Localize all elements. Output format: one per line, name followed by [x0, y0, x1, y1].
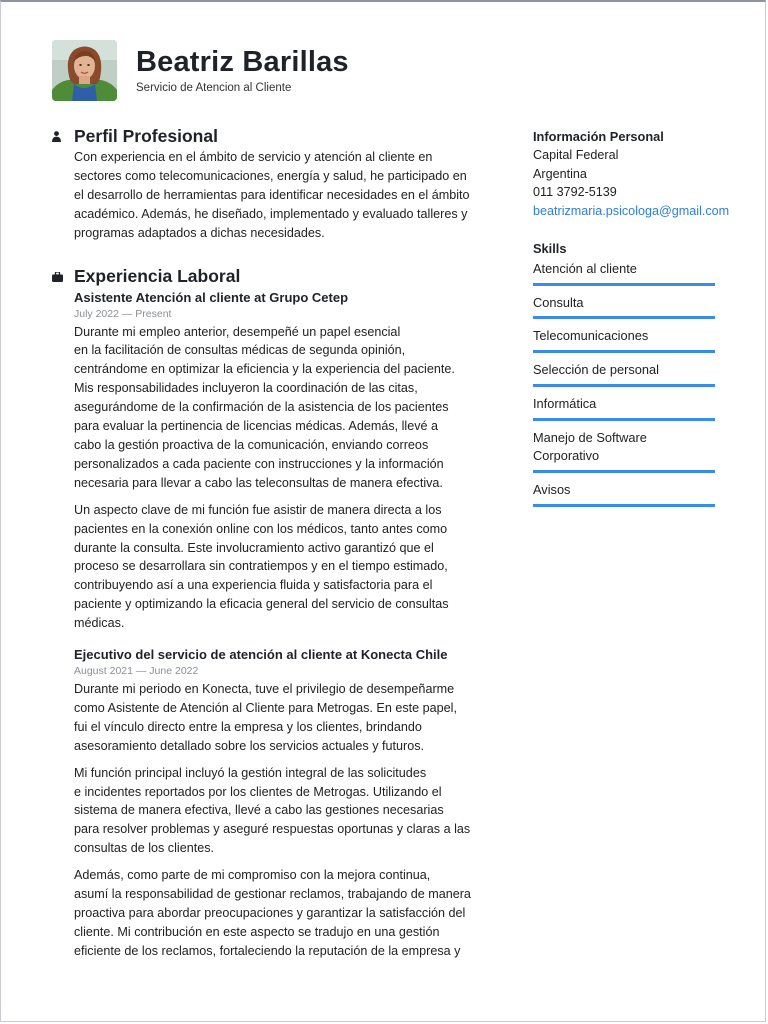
job-line: personalizados a cada paciente con instrucciones y la información: [74, 456, 444, 471]
briefcase-icon: [52, 272, 74, 282]
job-line: sistema de manera efectiva, llevé a cabo las gestiones necesarias: [74, 803, 444, 818]
job-line: asegurándome de la confirmación de la asistencia de los pacientes: [74, 400, 449, 415]
job-line: Un aspecto clave de mi función fue asistir de manera directa a los: [74, 502, 442, 517]
email-link[interactable]: beatrizmaria.psicologa@gmail.com: [533, 203, 730, 218]
personal-country: Argentina: [533, 166, 587, 181]
job-line: fui el vínculo directo entre la empresa y los clientes, brindando: [74, 719, 422, 734]
profile-section-title: Perfil Profesional: [74, 125, 218, 146]
job-line: para evaluar la pertinencia de licencias médicas. Además, llevé a: [74, 419, 439, 434]
job-line: asumí la responsabilidad de gestionar reclamos, trabajando de manera: [74, 887, 471, 902]
skill-item: Telecomunicaciones: [533, 325, 715, 353]
personal-city: Capital Federal: [533, 148, 619, 162]
job-dates: August 2021 — June 2022: [74, 665, 199, 678]
skill-item: Consulta: [533, 292, 715, 320]
job-line: médicas.: [74, 616, 125, 631]
resume-header: [52, 39, 349, 101]
job-line: durante la consulta. Este involucramiento activo garantizó que el: [74, 540, 434, 555]
job-line: necesaria para llevar a cabo las teleconsultas de manera efectiva.: [74, 475, 443, 490]
job-line: como Asistente de Atención al Cliente para Metrogas. En este papel,: [74, 700, 457, 715]
job-line: contribuyendo así a una experiencia fluida y satisfactoria para el: [74, 578, 433, 593]
job-line: asesoramiento detallado sobre los servicios actuales y futuros.: [74, 738, 425, 753]
skill-item: Informática: [533, 393, 715, 421]
job-entry: [74, 289, 502, 634]
profile-line: Con experiencia en el ámbito de servicio y atención al cliente en: [74, 150, 433, 164]
experience-section-title: Experiencia Laboral: [74, 266, 241, 287]
job-line: para resolver problemas y aseguré respuestas oportunas y claras a las: [74, 822, 471, 837]
profile-line: el desarrollo de herramientas para identificar necesidades en el ámbito: [74, 187, 470, 202]
job-paragraph: [74, 866, 502, 961]
skill-item: Selección de personal: [533, 359, 715, 387]
job-line: pacientes en la conexión online con los médicos, tanto antes como: [74, 521, 448, 536]
skills-title: Skills: [533, 241, 567, 256]
candidate-name: Beatriz Barillas: [136, 45, 349, 78]
skill-item: Atención al cliente: [533, 258, 715, 286]
profile-photo: [52, 40, 117, 101]
job-line: eficiente de los reclamos, fortaleciendo la reputación de la empresa y: [74, 943, 461, 958]
job-paragraph: [74, 680, 502, 756]
profile-line: sectores como telecomunicaciones, energía y salud, he participado en: [74, 168, 467, 183]
job-title: Asistente Atención al cliente at Grupo Cetep: [74, 289, 349, 305]
job-line: Mis responsabilidades incluyeron la coordinación de las citas,: [74, 381, 418, 396]
job-line: Además, como parte de mi compromiso con la mejora continua,: [74, 868, 431, 883]
job-paragraph: [74, 764, 502, 859]
job-line: proceso se desarrollara sin contratiempos y en el tiempo estimado,: [74, 559, 448, 574]
job-line: e incidentes reportados por los clientes de Metrogas. Utilizando el: [74, 784, 442, 799]
profile-line: académico. Además, he diseñado, implementado y evaluado talleres y: [74, 206, 468, 221]
job-title: Ejecutivo del servicio de atención al cliente at Konecta Chile: [74, 647, 448, 663]
job-line: centrándome en optimizar la eficiencia y la experiencia del paciente.: [74, 362, 455, 377]
skill-item: Manejo de Software Corporativo: [533, 427, 715, 473]
job-dates: July 2022 — Present: [74, 307, 172, 320]
candidate-subtitle: Servicio de Atencion al Cliente: [136, 81, 292, 94]
job-line: cabo la gestión proactiva de la comunicación, enviando correos: [74, 437, 429, 452]
person-icon: [52, 131, 74, 142]
personal-info-title: Información Personal: [533, 129, 664, 144]
job-line: paciente y optimizando la eficacia general del servicio de consultas: [74, 597, 449, 612]
job-paragraph: [74, 501, 502, 633]
job-line: Mi función principal incluyó la gestión integral de las solicitudes: [74, 765, 427, 780]
main-column: [52, 124, 502, 961]
job-line: consultas de los clientes.: [74, 841, 215, 856]
personal-phone: 011 3792-5139: [533, 185, 617, 199]
job-paragraph: [74, 323, 502, 493]
job-line: en la facilitación de consultas médicas de segunda opinión,: [74, 343, 406, 358]
sidebar-column: [533, 128, 730, 513]
job-line: cliente. Mi contribución en este aspecto se tradujo en una gestión: [74, 924, 440, 939]
profile-summary: [74, 148, 502, 243]
job-line: proactiva para abordar preocupaciones y garantizar la satisfacción del: [74, 906, 466, 920]
experience-section-header: [52, 265, 502, 289]
job-line: Durante mi empleo anterior, desempeñé un papel esencial: [74, 324, 401, 339]
job-line: Durante mi periodo en Konecta, tuve el privilegio de desempeñarme: [74, 682, 455, 697]
job-entry: [74, 646, 502, 961]
skill-item: Avisos: [533, 479, 715, 507]
profile-line: programas adaptados a dichas necesidades.: [74, 225, 325, 240]
profile-section-header: [52, 124, 502, 148]
